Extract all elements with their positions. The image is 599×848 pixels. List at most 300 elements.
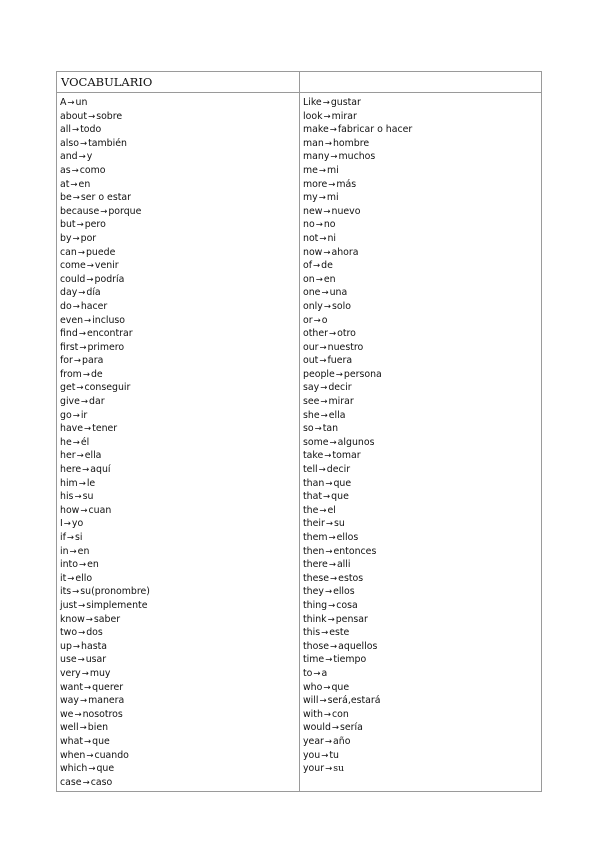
spanish-translation: que bbox=[331, 681, 350, 693]
vocabulary-entry bbox=[60, 653, 150, 667]
arrow-icon: → bbox=[63, 519, 71, 530]
arrow-icon: → bbox=[79, 342, 87, 353]
vocabulary-entry bbox=[303, 381, 412, 395]
spanish-translation: manera bbox=[88, 695, 125, 707]
arrow-icon: → bbox=[84, 682, 92, 693]
vocabulary-entry bbox=[60, 626, 150, 640]
spanish-translation: venir bbox=[94, 260, 119, 272]
spanish-translation: cosa bbox=[336, 599, 358, 611]
arrow-icon: → bbox=[70, 179, 78, 190]
spanish-translation: ellos bbox=[333, 586, 355, 598]
arrow-icon: → bbox=[78, 600, 86, 611]
spanish-translation: él bbox=[80, 436, 90, 448]
spanish-translation: aquellos bbox=[338, 640, 378, 652]
arrow-icon: → bbox=[323, 492, 331, 503]
vocabulary-entry bbox=[60, 762, 150, 776]
english-word: which bbox=[60, 763, 88, 775]
spanish-translation: muy bbox=[89, 667, 111, 679]
spanish-translation: también bbox=[88, 137, 127, 149]
spanish-translation: una bbox=[329, 287, 348, 299]
spanish-translation: hacer bbox=[80, 300, 108, 312]
arrow-icon: → bbox=[77, 655, 85, 666]
spanish-translation: fuera bbox=[327, 355, 353, 367]
spanish-translation: bien bbox=[87, 722, 109, 734]
spanish-translation: en bbox=[78, 178, 91, 190]
vocabulary-entry bbox=[60, 123, 150, 137]
vocabulary-entry bbox=[303, 572, 412, 586]
arrow-icon: → bbox=[88, 111, 96, 122]
english-word: I bbox=[60, 518, 63, 530]
english-word: your bbox=[303, 763, 325, 775]
english-word: the bbox=[303, 504, 319, 516]
spanish-translation: usar bbox=[85, 654, 107, 666]
vocabulary-entry bbox=[303, 164, 412, 178]
english-word: get bbox=[60, 382, 76, 394]
vocabulary-entry bbox=[303, 436, 412, 450]
spanish-translation: su bbox=[82, 491, 94, 503]
english-word: we bbox=[60, 708, 74, 720]
spanish-translation: podría bbox=[94, 273, 125, 285]
arrow-icon: → bbox=[319, 696, 327, 707]
arrow-icon: → bbox=[315, 220, 323, 231]
vocabulary-entry bbox=[60, 545, 150, 559]
arrow-icon: → bbox=[313, 668, 321, 679]
english-word: see bbox=[303, 396, 320, 408]
vocabulary-entry bbox=[60, 490, 150, 504]
vocabulary-entry bbox=[60, 694, 150, 708]
arrow-icon: → bbox=[329, 125, 337, 136]
vocabulary-entry bbox=[60, 273, 150, 287]
vocabulary-entry bbox=[60, 341, 150, 355]
vocabulary-entry bbox=[60, 110, 150, 124]
vocabulary-entry bbox=[60, 232, 150, 246]
english-word: more bbox=[303, 178, 328, 190]
spanish-translation: porque bbox=[108, 205, 142, 217]
english-word: at bbox=[60, 178, 70, 190]
arrow-icon: → bbox=[66, 533, 75, 543]
english-word: give bbox=[60, 396, 80, 408]
spanish-translation: tener bbox=[92, 423, 118, 435]
arrow-icon: → bbox=[85, 614, 93, 625]
vocabulary-entry bbox=[60, 681, 150, 695]
arrow-icon: → bbox=[67, 98, 75, 108]
vocabulary-entry bbox=[60, 517, 150, 531]
vocabulary-entry bbox=[303, 545, 412, 559]
english-word: that bbox=[303, 491, 323, 503]
arrow-icon: → bbox=[84, 315, 92, 326]
spanish-translation: dos bbox=[86, 627, 103, 639]
english-word: of bbox=[303, 260, 313, 272]
arrow-icon: → bbox=[80, 397, 88, 408]
vocabulary-entry bbox=[60, 721, 150, 735]
arrow-icon: → bbox=[88, 764, 96, 775]
english-word: if bbox=[60, 532, 66, 543]
spanish-translation: tan bbox=[322, 423, 339, 435]
english-word: can bbox=[60, 246, 77, 258]
spanish-translation: nuevo bbox=[331, 205, 361, 217]
vocabulary-entry bbox=[303, 558, 412, 572]
arrow-icon: → bbox=[79, 138, 88, 149]
spanish-translation: tomar bbox=[332, 450, 361, 462]
spanish-translation: mi bbox=[326, 192, 339, 204]
arrow-icon: → bbox=[324, 138, 332, 149]
table-title: VOCABULARIO bbox=[61, 75, 153, 89]
arrow-icon: → bbox=[330, 152, 338, 163]
english-word: do bbox=[60, 300, 72, 312]
spanish-translation: primero bbox=[87, 341, 125, 353]
english-word: way bbox=[60, 695, 79, 707]
english-word: and bbox=[60, 151, 78, 163]
vocabulary-entry bbox=[303, 681, 412, 695]
arrow-icon: → bbox=[100, 206, 108, 217]
vocabulary-entry bbox=[303, 599, 412, 613]
spanish-translation: decir bbox=[328, 382, 352, 394]
spanish-translation: ella bbox=[328, 409, 346, 421]
english-word: very bbox=[60, 667, 81, 679]
vocabulary-entry bbox=[303, 178, 412, 192]
english-word: he bbox=[60, 436, 72, 448]
english-word: when bbox=[60, 749, 86, 761]
english-word: look bbox=[303, 110, 323, 122]
spanish-translation: mi bbox=[327, 164, 339, 176]
spanish-translation: el bbox=[327, 504, 336, 516]
arrow-icon: → bbox=[325, 655, 333, 666]
arrow-icon: → bbox=[84, 424, 92, 435]
spanish-translation: le bbox=[86, 477, 96, 489]
vocabulary-entry bbox=[303, 490, 412, 504]
vocabulary-entry bbox=[303, 273, 412, 287]
english-word: out bbox=[303, 355, 319, 367]
english-word: them bbox=[303, 532, 328, 543]
english-word: into bbox=[60, 559, 78, 571]
arrow-icon: → bbox=[318, 165, 327, 176]
english-word: year bbox=[303, 735, 324, 747]
arrow-icon: → bbox=[313, 261, 321, 272]
vocabulary-entry bbox=[303, 395, 412, 409]
vocabulary-entry bbox=[303, 749, 412, 763]
arrow-icon: → bbox=[82, 465, 90, 476]
spanish-translation: conseguir bbox=[84, 382, 131, 394]
arrow-icon: → bbox=[324, 587, 333, 598]
spanish-translation: un bbox=[75, 97, 88, 108]
spanish-translation: su bbox=[333, 518, 345, 530]
vocabulary-entry bbox=[303, 341, 412, 355]
vocabulary-entry bbox=[303, 477, 412, 491]
spanish-translation: que bbox=[92, 735, 110, 747]
vocabulary-entry bbox=[60, 327, 150, 341]
spanish-translation: encontrar bbox=[86, 328, 133, 340]
spanish-translation: por bbox=[80, 232, 97, 244]
english-word: find bbox=[60, 328, 78, 340]
spanish-translation: ser o estar bbox=[80, 192, 131, 204]
vocabulary-entry bbox=[60, 572, 150, 586]
spanish-translation: este bbox=[329, 627, 350, 639]
spanish-translation: que bbox=[96, 763, 115, 775]
english-word: tell bbox=[303, 464, 318, 476]
english-word: there bbox=[303, 559, 328, 571]
english-word: will bbox=[303, 695, 319, 707]
arrow-icon: → bbox=[328, 560, 336, 571]
arrow-icon: → bbox=[328, 179, 336, 190]
spanish-translation: a bbox=[321, 667, 328, 679]
english-word: also bbox=[60, 137, 79, 149]
arrow-icon: → bbox=[328, 533, 336, 543]
spanish-translation: solo bbox=[331, 300, 351, 312]
arrow-icon: → bbox=[71, 125, 80, 136]
column-divider bbox=[299, 72, 300, 791]
english-word: in bbox=[60, 545, 69, 557]
arrow-icon: → bbox=[313, 315, 321, 326]
arrow-icon: → bbox=[318, 193, 326, 204]
vocabulary-column-right bbox=[303, 96, 412, 776]
english-word: for bbox=[60, 355, 73, 367]
vocabulary-entry bbox=[60, 422, 150, 436]
english-word: our bbox=[303, 341, 319, 353]
arrow-icon: → bbox=[76, 383, 84, 394]
arrow-icon: → bbox=[71, 165, 79, 176]
vocabulary-entry bbox=[60, 599, 150, 613]
vocabulary-entry bbox=[303, 653, 412, 667]
vocabulary-entry bbox=[60, 178, 150, 192]
spanish-translation: de bbox=[321, 260, 333, 272]
spanish-translation: más bbox=[336, 178, 357, 190]
spanish-translation: todo bbox=[80, 124, 102, 136]
english-word: would bbox=[303, 722, 331, 734]
english-word: up bbox=[60, 640, 72, 652]
arrow-icon: → bbox=[72, 641, 81, 652]
arrow-icon: → bbox=[86, 750, 94, 761]
spanish-translation: no bbox=[323, 219, 336, 231]
arrow-icon: → bbox=[325, 478, 333, 489]
spanish-translation: en bbox=[323, 273, 336, 285]
spanish-translation: gustar bbox=[330, 97, 361, 108]
spanish-translation: dar bbox=[89, 396, 105, 408]
vocabulary-entry bbox=[303, 137, 412, 151]
arrow-icon: → bbox=[74, 492, 82, 503]
english-word: to bbox=[303, 667, 313, 679]
arrow-icon: → bbox=[320, 383, 328, 394]
spanish-translation: año bbox=[333, 735, 351, 747]
arrow-icon: → bbox=[78, 560, 87, 571]
spanish-translation: si bbox=[75, 532, 83, 543]
spanish-translation: o bbox=[321, 314, 328, 326]
arrow-icon: → bbox=[323, 111, 331, 122]
vocabulary-entry bbox=[303, 327, 412, 341]
spanish-translation: como bbox=[79, 164, 106, 176]
arrow-icon: → bbox=[330, 641, 338, 652]
spanish-translation: puede bbox=[85, 246, 116, 258]
vocabulary-entry bbox=[303, 354, 412, 368]
english-word: well bbox=[60, 722, 79, 734]
vocabulary-entry bbox=[303, 286, 412, 300]
arrow-icon: → bbox=[78, 152, 86, 163]
english-word: these bbox=[303, 572, 330, 584]
vocabulary-entry bbox=[303, 694, 412, 708]
arrow-icon: → bbox=[74, 709, 82, 720]
english-word: how bbox=[60, 504, 80, 516]
english-word: A bbox=[60, 97, 67, 108]
spanish-translation: mirar bbox=[328, 396, 354, 408]
vocabulary-entry bbox=[60, 776, 150, 790]
vocabulary-entry bbox=[60, 640, 150, 654]
arrow-icon: → bbox=[325, 546, 333, 557]
english-word: his bbox=[60, 491, 74, 503]
english-word: him bbox=[60, 477, 78, 489]
english-word: then bbox=[303, 545, 325, 557]
arrow-icon: → bbox=[84, 736, 92, 747]
english-word: think bbox=[303, 613, 327, 625]
spanish-translation: yo bbox=[71, 518, 84, 530]
english-word: because bbox=[60, 205, 100, 217]
vocabulary-entry bbox=[60, 613, 150, 627]
english-word: take bbox=[303, 450, 324, 462]
spanish-translation: mirar bbox=[331, 110, 357, 122]
vocabulary-entry bbox=[303, 640, 412, 654]
english-word: about bbox=[60, 110, 88, 122]
arrow-icon: → bbox=[314, 424, 322, 435]
vocabulary-entry bbox=[303, 626, 412, 640]
arrow-icon: → bbox=[321, 288, 329, 299]
english-word: by bbox=[60, 232, 72, 244]
vocabulary-entry bbox=[303, 735, 412, 749]
spanish-translation: en bbox=[77, 545, 90, 557]
english-word: or bbox=[303, 314, 313, 326]
english-word: they bbox=[303, 586, 324, 598]
spanish-translation: sería bbox=[340, 722, 363, 734]
english-word: with bbox=[303, 708, 323, 720]
spanish-translation: ni bbox=[327, 232, 337, 244]
vocabulary-entry bbox=[60, 246, 150, 260]
arrow-icon: → bbox=[318, 465, 326, 476]
english-word: than bbox=[303, 477, 325, 489]
spanish-translation: su bbox=[333, 763, 345, 775]
english-word: some bbox=[303, 436, 329, 448]
english-word: Like bbox=[303, 97, 322, 108]
english-word: thing bbox=[303, 599, 328, 611]
english-word: new bbox=[303, 205, 323, 217]
arrow-icon: → bbox=[330, 573, 338, 584]
spanish-translation: fabricar o hacer bbox=[337, 124, 413, 136]
vocabulary-entry bbox=[60, 191, 150, 205]
english-word: me bbox=[303, 164, 318, 176]
spanish-translation: decir bbox=[326, 464, 351, 476]
spanish-translation: pero bbox=[84, 219, 106, 231]
vocabulary-entry bbox=[60, 531, 150, 545]
arrow-icon: → bbox=[72, 587, 80, 598]
arrow-icon: → bbox=[327, 614, 335, 625]
spanish-translation: nosotros bbox=[82, 708, 123, 720]
arrow-icon: → bbox=[69, 546, 77, 557]
vocabulary-entry bbox=[303, 449, 412, 463]
spanish-translation: día bbox=[86, 287, 101, 299]
spanish-translation: tu bbox=[329, 749, 339, 761]
vocabulary-entry bbox=[60, 409, 150, 423]
spanish-translation: ella bbox=[84, 450, 102, 462]
vocabulary-entry bbox=[60, 381, 150, 395]
vocabulary-entry bbox=[303, 96, 412, 110]
vocabulary-entry bbox=[303, 721, 412, 735]
vocabulary-entry bbox=[60, 259, 150, 273]
vocabulary-entry bbox=[303, 218, 412, 232]
spanish-translation: querer bbox=[92, 681, 124, 693]
english-word: this bbox=[303, 627, 321, 639]
spanish-translation: que bbox=[331, 491, 349, 503]
vocabulary-entry bbox=[303, 259, 412, 273]
spanish-translation: ahora bbox=[331, 246, 359, 258]
arrow-icon: → bbox=[86, 261, 94, 272]
english-word: who bbox=[303, 681, 323, 693]
english-word: time bbox=[303, 654, 325, 666]
arrow-icon: → bbox=[328, 329, 337, 340]
english-word: from bbox=[60, 368, 82, 380]
spanish-translation: ir bbox=[80, 409, 88, 421]
vocabulary-entry bbox=[60, 96, 150, 110]
vocabulary-entry bbox=[60, 463, 150, 477]
vocabulary-entry bbox=[303, 368, 412, 382]
spanish-translation: nuestro bbox=[327, 341, 364, 353]
arrow-icon: → bbox=[78, 628, 86, 639]
vocabulary-entry bbox=[60, 395, 150, 409]
arrow-icon: → bbox=[325, 519, 333, 530]
vocabulary-entry bbox=[60, 368, 150, 382]
vocabulary-entry bbox=[60, 218, 150, 232]
arrow-icon: → bbox=[77, 247, 85, 258]
arrow-icon: → bbox=[320, 397, 328, 408]
english-word: all bbox=[60, 124, 71, 136]
vocabulary-entry bbox=[303, 191, 412, 205]
english-word: it bbox=[60, 572, 67, 584]
english-word: their bbox=[303, 518, 325, 530]
english-word: say bbox=[303, 382, 320, 394]
arrow-icon: → bbox=[328, 600, 336, 611]
arrow-icon: → bbox=[320, 410, 328, 421]
vocabulary-entry bbox=[303, 517, 412, 531]
arrow-icon: → bbox=[78, 478, 86, 489]
arrow-icon: → bbox=[72, 233, 80, 244]
arrow-icon: → bbox=[319, 342, 327, 353]
english-word: first bbox=[60, 341, 79, 353]
arrow-icon: → bbox=[323, 247, 331, 258]
english-word: want bbox=[60, 681, 84, 693]
spanish-translation: aquí bbox=[90, 464, 111, 476]
arrow-icon: → bbox=[86, 274, 94, 285]
english-word: my bbox=[303, 192, 318, 204]
arrow-icon: → bbox=[82, 369, 90, 380]
english-word: use bbox=[60, 654, 77, 666]
arrow-icon: → bbox=[79, 723, 87, 734]
vocabulary-entry bbox=[60, 749, 150, 763]
english-word: not bbox=[303, 232, 319, 244]
vocabulary-entry bbox=[303, 409, 412, 423]
vocabulary-entry bbox=[303, 123, 412, 137]
english-word: case bbox=[60, 776, 82, 788]
spanish-translation: de bbox=[90, 368, 103, 380]
spanish-translation: cuan bbox=[88, 504, 112, 516]
spanish-translation: con bbox=[332, 708, 349, 720]
arrow-icon: → bbox=[319, 505, 327, 516]
spanish-translation: estos bbox=[338, 572, 364, 584]
vocabulary-entry bbox=[60, 585, 150, 599]
vocabulary-entry bbox=[303, 613, 412, 627]
arrow-icon: → bbox=[72, 410, 80, 421]
english-word: she bbox=[303, 409, 320, 421]
spanish-translation: hasta bbox=[81, 640, 108, 652]
english-word: so bbox=[303, 423, 314, 435]
arrow-icon: → bbox=[72, 437, 80, 448]
english-word: come bbox=[60, 260, 86, 272]
vocabulary-entry bbox=[60, 205, 150, 219]
arrow-icon: → bbox=[80, 505, 88, 516]
